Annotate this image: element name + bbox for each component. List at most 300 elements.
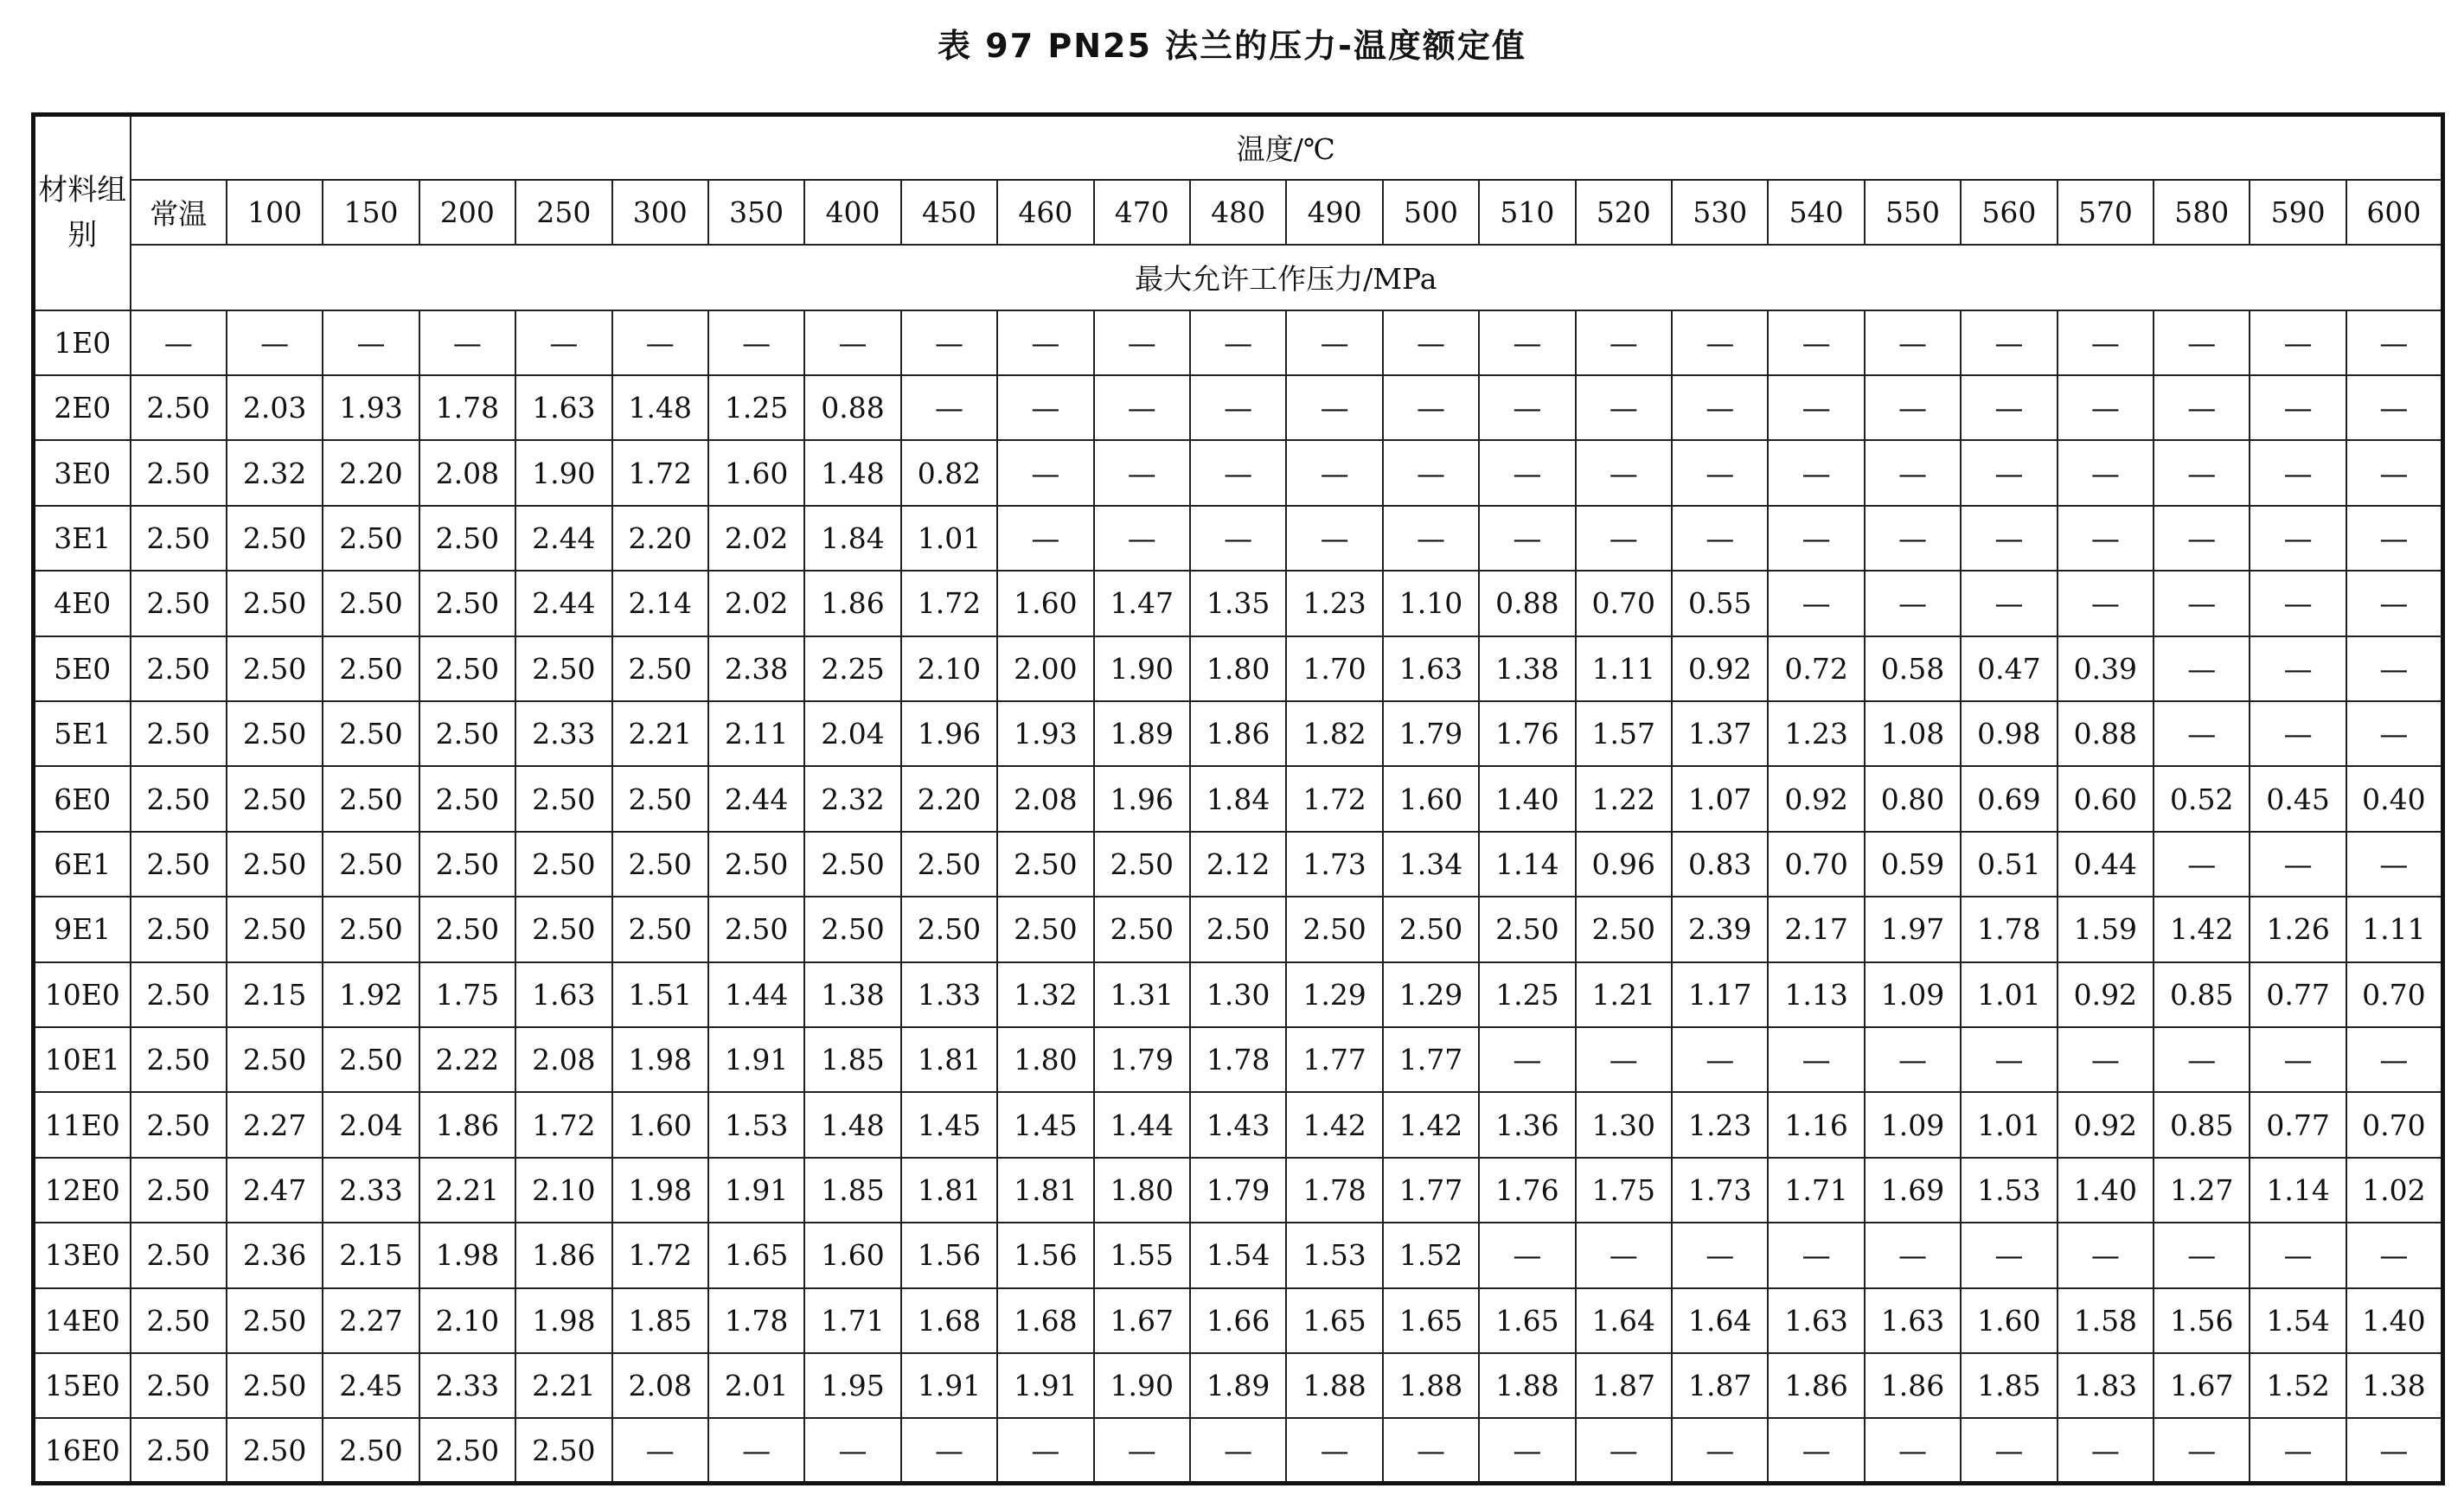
value-cell: — <box>2154 1027 2250 1092</box>
value-cell: — <box>1672 1027 1768 1092</box>
material-cell: 3E1 <box>34 506 131 571</box>
value-cell: 2.17 <box>1768 897 1864 961</box>
value-cell: 2.50 <box>227 506 323 571</box>
value-cell: 2.50 <box>227 832 323 897</box>
table-row <box>34 571 2443 636</box>
value-cell: 1.27 <box>2154 1158 2250 1223</box>
value-cell: 2.04 <box>323 1092 419 1157</box>
value-cell: 1.85 <box>1961 1353 2057 1418</box>
temperature-col-header: 530 <box>1672 180 1768 245</box>
value-cell: 1.85 <box>804 1027 900 1092</box>
value-cell: — <box>1961 440 2057 505</box>
value-cell: 1.68 <box>901 1288 997 1353</box>
value-cell: — <box>1479 1223 1575 1287</box>
value-cell: 1.36 <box>1479 1092 1575 1157</box>
value-cell: 1.26 <box>2250 897 2346 961</box>
value-cell: — <box>1672 310 1768 375</box>
value-cell: 2.21 <box>612 701 708 766</box>
value-cell: 1.86 <box>1190 701 1286 766</box>
value-cell: 0.92 <box>2058 1092 2154 1157</box>
value-cell: 0.88 <box>2058 701 2154 766</box>
value-cell: — <box>901 310 997 375</box>
value-cell: — <box>1576 310 1672 375</box>
temperature-col-header: 540 <box>1768 180 1864 245</box>
value-cell: 1.79 <box>1190 1158 1286 1223</box>
value-cell: 0.70 <box>1576 571 1672 636</box>
value-cell: 2.50 <box>419 766 515 831</box>
value-cell: 1.77 <box>1286 1027 1382 1092</box>
value-cell: 1.16 <box>1768 1092 1864 1157</box>
value-cell: 0.88 <box>804 375 900 440</box>
value-cell: 1.72 <box>612 1223 708 1287</box>
value-cell: — <box>1865 1027 1961 1092</box>
value-cell: — <box>2346 701 2443 766</box>
value-cell: 0.80 <box>1865 766 1961 831</box>
value-cell: — <box>1768 1418 1864 1483</box>
value-cell: — <box>1672 440 1768 505</box>
value-cell: 2.25 <box>804 636 900 701</box>
value-cell: 2.21 <box>515 1353 611 1418</box>
temperature-col-header: 300 <box>612 180 708 245</box>
value-cell: 0.85 <box>2154 1092 2250 1157</box>
temperature-col-header: 350 <box>708 180 804 245</box>
value-cell: 2.50 <box>323 1027 419 1092</box>
value-cell: 0.45 <box>2250 766 2346 831</box>
value-cell: 2.50 <box>1190 897 1286 961</box>
value-cell: 2.20 <box>323 440 419 505</box>
value-cell: 1.78 <box>1190 1027 1286 1092</box>
value-cell: 2.27 <box>323 1288 419 1353</box>
value-cell: 2.50 <box>227 1418 323 1483</box>
table-row <box>34 832 2443 897</box>
value-cell: — <box>2346 571 2443 636</box>
value-cell: 1.97 <box>1865 897 1961 961</box>
value-cell: 0.92 <box>2058 962 2154 1027</box>
value-cell: — <box>323 310 419 375</box>
value-cell: 1.87 <box>1576 1353 1672 1418</box>
value-cell: — <box>1576 1418 1672 1483</box>
value-cell: — <box>2154 440 2250 505</box>
temperature-col-header: 520 <box>1576 180 1672 245</box>
temperature-col-header: 400 <box>804 180 900 245</box>
value-cell: — <box>2250 310 2346 375</box>
temperature-col-header: 590 <box>2250 180 2346 245</box>
value-cell: — <box>1768 375 1864 440</box>
value-cell: — <box>1865 571 1961 636</box>
material-cell: 6E0 <box>34 766 131 831</box>
value-cell: 1.56 <box>901 1223 997 1287</box>
value-cell: 1.30 <box>1576 1092 1672 1157</box>
value-cell: 1.44 <box>708 962 804 1027</box>
value-cell: 2.50 <box>131 1288 227 1353</box>
value-cell: 1.85 <box>804 1158 900 1223</box>
value-cell: 2.50 <box>612 832 708 897</box>
value-cell: — <box>997 375 1093 440</box>
value-cell: 2.14 <box>612 571 708 636</box>
value-cell: — <box>1383 375 1479 440</box>
value-cell: — <box>2058 375 2154 440</box>
value-cell: — <box>1383 310 1479 375</box>
value-cell: — <box>997 440 1093 505</box>
value-cell: — <box>1286 506 1382 571</box>
value-cell: 1.93 <box>997 701 1093 766</box>
value-cell: 1.79 <box>1383 701 1479 766</box>
value-cell: 1.29 <box>1383 962 1479 1027</box>
material-cell: 3E0 <box>34 440 131 505</box>
value-cell: — <box>612 310 708 375</box>
table-row <box>34 636 2443 701</box>
value-cell: 2.50 <box>131 1418 227 1483</box>
value-cell: — <box>2250 636 2346 701</box>
value-cell: 2.50 <box>708 897 804 961</box>
temperature-col-header: 600 <box>2346 180 2443 245</box>
value-cell: 1.78 <box>419 375 515 440</box>
value-cell: 2.08 <box>419 440 515 505</box>
value-cell: 0.59 <box>1865 832 1961 897</box>
value-cell: — <box>1383 1418 1479 1483</box>
temperature-col-header: 150 <box>323 180 419 245</box>
material-cell: 4E0 <box>34 571 131 636</box>
value-cell: 2.44 <box>515 506 611 571</box>
value-cell: 1.86 <box>515 1223 611 1287</box>
value-cell: 1.40 <box>1479 766 1575 831</box>
value-cell: 1.45 <box>997 1092 1093 1157</box>
value-cell: 1.37 <box>1672 701 1768 766</box>
value-cell: — <box>1479 375 1575 440</box>
value-cell: 2.10 <box>901 636 997 701</box>
value-cell: 1.01 <box>901 506 997 571</box>
value-cell: 2.00 <box>997 636 1093 701</box>
value-cell: 1.76 <box>1479 1158 1575 1223</box>
value-cell: 1.86 <box>1768 1353 1864 1418</box>
value-cell: 1.53 <box>1961 1158 2057 1223</box>
value-cell: 1.81 <box>901 1027 997 1092</box>
temperature-col-header: 460 <box>997 180 1093 245</box>
value-cell: — <box>612 1418 708 1483</box>
value-cell: 1.40 <box>2346 1288 2443 1353</box>
value-cell: — <box>2250 1418 2346 1483</box>
value-cell: 2.50 <box>1479 897 1575 961</box>
value-cell: 1.68 <box>997 1288 1093 1353</box>
material-cell: 9E1 <box>34 897 131 961</box>
temperature-col-header: 500 <box>1383 180 1479 245</box>
value-cell: 1.22 <box>1576 766 1672 831</box>
value-cell: 1.01 <box>1961 962 2057 1027</box>
value-cell: — <box>708 1418 804 1483</box>
value-cell: — <box>1576 1027 1672 1092</box>
value-cell: 2.50 <box>419 636 515 701</box>
value-cell: 2.50 <box>131 1027 227 1092</box>
temperature-col-header: 450 <box>901 180 997 245</box>
value-cell: 2.44 <box>708 766 804 831</box>
value-cell: 0.70 <box>2346 1092 2443 1157</box>
value-cell: — <box>1865 1223 1961 1287</box>
value-cell: 1.81 <box>901 1158 997 1223</box>
value-cell: 1.72 <box>1286 766 1382 831</box>
value-cell: — <box>2346 1223 2443 1287</box>
value-cell: 1.65 <box>1383 1288 1479 1353</box>
value-cell: — <box>1479 1418 1575 1483</box>
value-cell: 1.47 <box>1094 571 1190 636</box>
table-row <box>34 1092 2443 1157</box>
value-cell: — <box>515 310 611 375</box>
value-cell: 1.48 <box>804 440 900 505</box>
value-cell: — <box>2058 1027 2154 1092</box>
value-cell: — <box>2154 375 2250 440</box>
value-cell: — <box>1865 440 1961 505</box>
value-cell: — <box>1190 375 1286 440</box>
value-cell: 1.69 <box>1865 1158 1961 1223</box>
value-cell: 2.38 <box>708 636 804 701</box>
value-cell: 2.50 <box>131 962 227 1027</box>
value-cell: 2.50 <box>1383 897 1479 961</box>
value-cell: 1.98 <box>612 1027 708 1092</box>
value-cell: — <box>2250 506 2346 571</box>
value-cell: 1.77 <box>1383 1158 1479 1223</box>
value-cell: — <box>1383 440 1479 505</box>
value-cell: — <box>2058 1418 2154 1483</box>
value-cell: 1.54 <box>2250 1288 2346 1353</box>
value-cell: 1.93 <box>323 375 419 440</box>
temperature-col-header: 490 <box>1286 180 1382 245</box>
value-cell: 0.70 <box>1768 832 1864 897</box>
temperature-header: 温度/℃ <box>131 115 2443 180</box>
value-cell: — <box>2154 1418 2250 1483</box>
value-cell: 2.21 <box>419 1158 515 1223</box>
value-cell: 1.91 <box>997 1353 1093 1418</box>
value-cell: 2.33 <box>419 1353 515 1418</box>
pressure-header: 最大允许工作压力/MPa <box>131 245 2443 310</box>
value-cell: 2.50 <box>708 832 804 897</box>
value-cell: 1.48 <box>804 1092 900 1157</box>
value-cell: — <box>1865 1418 1961 1483</box>
value-cell: 0.92 <box>1768 766 1864 831</box>
value-cell: 2.02 <box>708 571 804 636</box>
value-cell: 1.72 <box>901 571 997 636</box>
table-row <box>34 897 2443 961</box>
value-cell: 2.02 <box>708 506 804 571</box>
value-cell: 1.98 <box>515 1288 611 1353</box>
material-cell: 12E0 <box>34 1158 131 1223</box>
value-cell: 1.80 <box>997 1027 1093 1092</box>
value-cell: 1.14 <box>1479 832 1575 897</box>
value-cell: — <box>1576 375 1672 440</box>
temperature-col-header: 200 <box>419 180 515 245</box>
value-cell: 1.96 <box>901 701 997 766</box>
value-cell: 1.79 <box>1094 1027 1190 1092</box>
value-cell: — <box>2250 701 2346 766</box>
value-cell: 2.04 <box>804 701 900 766</box>
value-cell: 1.75 <box>1576 1158 1672 1223</box>
value-cell: 1.23 <box>1768 701 1864 766</box>
value-cell: 0.69 <box>1961 766 2057 831</box>
value-cell: 2.20 <box>612 506 708 571</box>
value-cell: 0.51 <box>1961 832 2057 897</box>
value-cell: — <box>2058 571 2154 636</box>
value-cell: 1.08 <box>1865 701 1961 766</box>
value-cell: 2.50 <box>323 506 419 571</box>
value-cell: 1.71 <box>804 1288 900 1353</box>
value-cell: 1.11 <box>2346 897 2443 961</box>
material-cell: 10E1 <box>34 1027 131 1092</box>
value-cell: — <box>2154 506 2250 571</box>
value-cell: 1.89 <box>1190 1353 1286 1418</box>
value-cell: 1.60 <box>708 440 804 505</box>
value-cell: 2.50 <box>1094 832 1190 897</box>
value-cell: 0.83 <box>1672 832 1768 897</box>
value-cell: — <box>1286 375 1382 440</box>
value-cell: 0.98 <box>1961 701 2057 766</box>
value-cell: 1.86 <box>419 1092 515 1157</box>
value-cell: — <box>804 310 900 375</box>
value-cell: — <box>1479 1027 1575 1092</box>
value-cell: 1.71 <box>1768 1158 1864 1223</box>
value-cell: 1.30 <box>1190 962 1286 1027</box>
value-cell: 1.34 <box>1383 832 1479 897</box>
value-cell: 1.87 <box>1672 1353 1768 1418</box>
value-cell: 1.84 <box>1190 766 1286 831</box>
value-cell: — <box>1094 375 1190 440</box>
value-cell: 1.60 <box>997 571 1093 636</box>
value-cell: 1.45 <box>901 1092 997 1157</box>
value-cell: 1.29 <box>1286 962 1382 1027</box>
value-cell: 2.50 <box>131 1353 227 1418</box>
value-cell: 1.21 <box>1576 962 1672 1027</box>
value-cell: 2.50 <box>804 832 900 897</box>
value-cell: 2.47 <box>227 1158 323 1223</box>
value-cell: 2.50 <box>804 897 900 961</box>
value-cell: — <box>2154 636 2250 701</box>
value-cell: — <box>1961 375 2057 440</box>
value-cell: — <box>901 1418 997 1483</box>
value-cell: 1.09 <box>1865 1092 1961 1157</box>
value-cell: 1.63 <box>1383 636 1479 701</box>
temperature-col-header: 常温 <box>131 180 227 245</box>
value-cell: — <box>708 310 804 375</box>
value-cell: 1.32 <box>997 962 1093 1027</box>
value-cell: 2.50 <box>227 1027 323 1092</box>
value-cell: 2.39 <box>1672 897 1768 961</box>
value-cell: 1.82 <box>1286 701 1382 766</box>
value-cell: — <box>1576 506 1672 571</box>
value-cell: 2.50 <box>419 571 515 636</box>
value-cell: — <box>1479 440 1575 505</box>
value-cell: 0.82 <box>901 440 997 505</box>
value-cell: — <box>997 310 1093 375</box>
value-cell: 2.50 <box>131 701 227 766</box>
value-cell: 2.50 <box>227 636 323 701</box>
temperature-col-header: 560 <box>1961 180 2057 245</box>
value-cell: 2.50 <box>419 701 515 766</box>
value-cell: 1.35 <box>1190 571 1286 636</box>
value-cell: 1.86 <box>1865 1353 1961 1418</box>
material-cell: 15E0 <box>34 1353 131 1418</box>
value-cell: 1.11 <box>1576 636 1672 701</box>
temperature-col-header: 480 <box>1190 180 1286 245</box>
value-cell: — <box>2250 1223 2346 1287</box>
value-cell: 1.38 <box>804 962 900 1027</box>
value-cell: 2.50 <box>901 832 997 897</box>
pressure-temperature-table <box>31 112 2445 1485</box>
value-cell: 1.44 <box>1094 1092 1190 1157</box>
value-cell: 1.60 <box>1383 766 1479 831</box>
value-cell: 2.20 <box>901 766 997 831</box>
value-cell: 1.83 <box>2058 1353 2154 1418</box>
value-cell: 1.43 <box>1190 1092 1286 1157</box>
table-row <box>34 1288 2443 1353</box>
value-cell: 2.50 <box>131 832 227 897</box>
value-cell: 1.78 <box>1286 1158 1382 1223</box>
temperature-col-header: 570 <box>2058 180 2154 245</box>
value-cell: 1.25 <box>708 375 804 440</box>
material-cell: 2E0 <box>34 375 131 440</box>
value-cell: 2.50 <box>612 636 708 701</box>
value-cell: 1.57 <box>1576 701 1672 766</box>
value-cell: — <box>1961 310 2057 375</box>
value-cell: 0.70 <box>2346 962 2443 1027</box>
value-cell: 1.73 <box>1286 832 1382 897</box>
value-cell: — <box>2154 701 2250 766</box>
value-cell: 1.98 <box>612 1158 708 1223</box>
value-cell: 0.40 <box>2346 766 2443 831</box>
value-cell: — <box>1286 310 1382 375</box>
value-cell: 2.50 <box>419 897 515 961</box>
value-cell: 2.27 <box>227 1092 323 1157</box>
value-cell: 1.33 <box>901 962 997 1027</box>
value-cell: — <box>1190 440 1286 505</box>
value-cell: 1.56 <box>2154 1288 2250 1353</box>
value-cell: 2.32 <box>804 766 900 831</box>
value-cell: 2.32 <box>227 440 323 505</box>
value-cell: — <box>1768 1223 1864 1287</box>
value-cell: 2.50 <box>131 636 227 701</box>
value-cell: 2.45 <box>323 1353 419 1418</box>
value-cell: — <box>1768 310 1864 375</box>
value-cell: — <box>901 375 997 440</box>
value-cell: — <box>1094 506 1190 571</box>
value-cell: — <box>1672 375 1768 440</box>
value-cell: — <box>2346 832 2443 897</box>
value-cell: — <box>1576 440 1672 505</box>
value-cell: 1.80 <box>1190 636 1286 701</box>
value-cell: 2.10 <box>515 1158 611 1223</box>
table-row <box>34 440 2443 505</box>
value-cell: 1.88 <box>1479 1353 1575 1418</box>
value-cell: 0.52 <box>2154 766 2250 831</box>
table-row <box>34 766 2443 831</box>
value-cell: 1.91 <box>708 1158 804 1223</box>
value-cell: 1.38 <box>2346 1353 2443 1418</box>
table-row <box>34 310 2443 375</box>
value-cell: 1.65 <box>1286 1288 1382 1353</box>
value-cell: 1.60 <box>612 1092 708 1157</box>
value-cell: 1.66 <box>1190 1288 1286 1353</box>
value-cell: 2.50 <box>227 1353 323 1418</box>
value-cell: 2.50 <box>323 636 419 701</box>
temperature-col-header: 550 <box>1865 180 1961 245</box>
value-cell: 1.96 <box>1094 766 1190 831</box>
value-cell: — <box>2250 832 2346 897</box>
value-cell: 2.50 <box>612 897 708 961</box>
value-cell: 2.50 <box>515 832 611 897</box>
value-cell: 2.50 <box>323 766 419 831</box>
value-cell: 1.78 <box>708 1288 804 1353</box>
value-cell: — <box>1576 1223 1672 1287</box>
value-cell: 1.55 <box>1094 1223 1190 1287</box>
value-cell: — <box>1286 1418 1382 1483</box>
value-cell: — <box>1672 1223 1768 1287</box>
value-cell: 2.08 <box>997 766 1093 831</box>
